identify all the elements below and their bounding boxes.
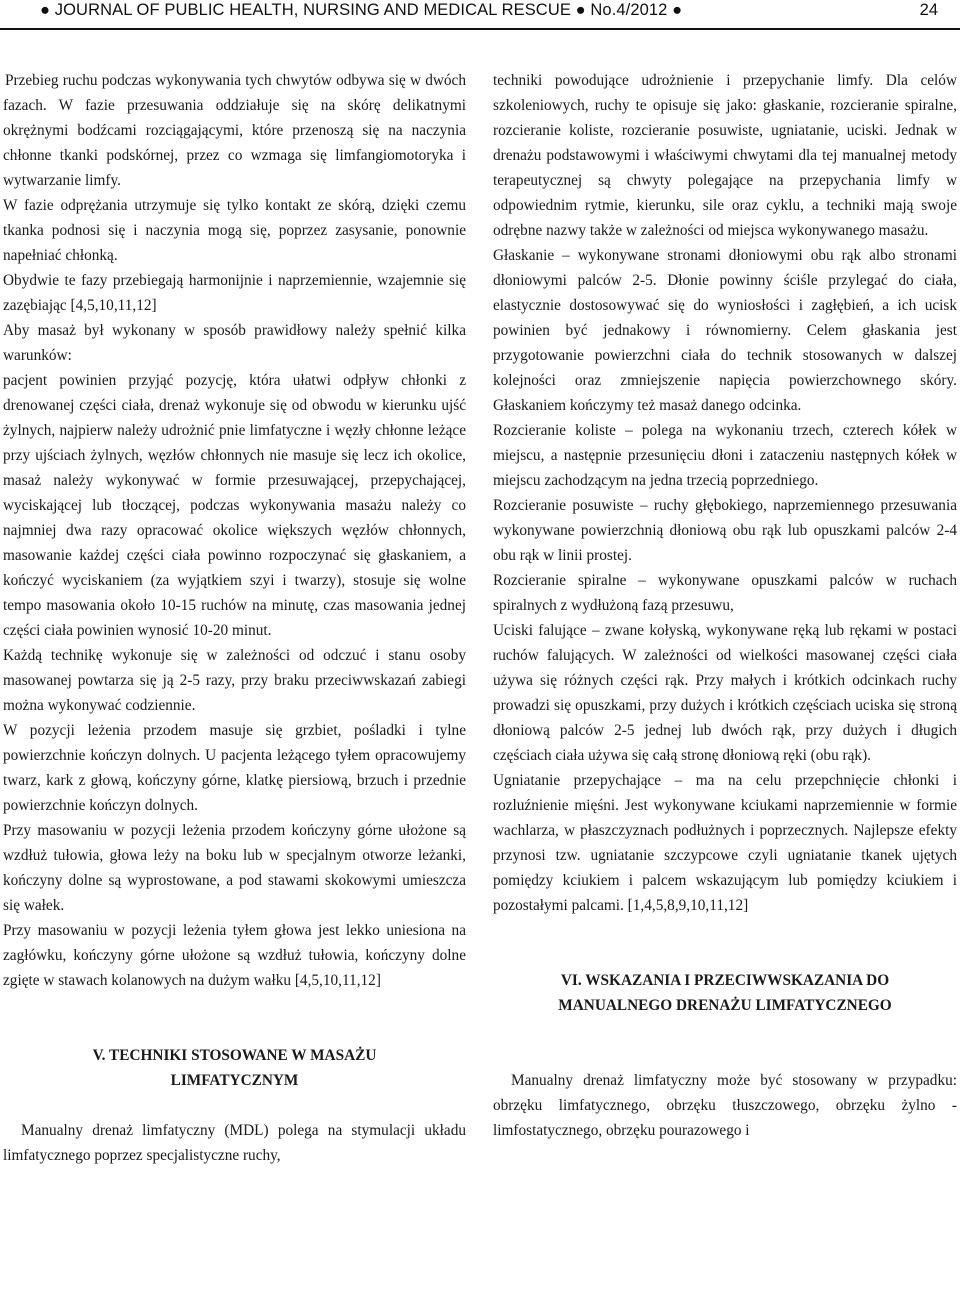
paragraph: Uciski falujące – zwane kołyską, wykonywane ręką lub rękami w postaci ruchów falujących. W zależności od wielkości masowanej części ciała używa się różnych części rąk. Przy małych i krótkich odcinkach ruchy prowadzi się opuszkami, przy dużych i krótkich częściach uciska się stroną dłoniową palców 2-5 jednej lub dwóch rąk, przy dużych i długich częściach ciała używa się całą stronę dłoniową ręki (obu rąk). (493, 622, 957, 764)
section-heading-line: MANUALNEGO DRENAŻU LIMFATYCZNEGO (558, 997, 892, 1014)
paragraph: Manualny drenaż limfatyczny (MDL) polega na stymulacji układu limfatycznego poprzez specjalistyczne ruchy, (3, 1122, 466, 1164)
bullet-icon: ● (575, 1, 586, 19)
paragraph: Głaskanie – wykonywane stronami dłoniowymi obu rąk albo stronami dłoniowymi palców 2-5. Dłonie powinny ściśle przylegać do ciała, elastycznie dostosowywać się do wyniosłości i zagłębień, a ich ucisk powinien być jednakowy i równomierny. Celem głaskania jest przygotowanie powierzchni ciała do technik stosowanych w dalszej kolejności oraz zmniejszenie napięcia powierzchownego skóry. Głaskaniem kończymy też masaż danego odcinka. (493, 247, 957, 414)
section-heading (493, 968, 957, 1018)
header-rule (0, 28, 960, 30)
paragraph: Manualny drenaż limfatyczny może być stosowany w przypadku: obrzęku limfatycznego, obrzęku tłuszczowego, obrzęku żylno - limfostatycznego, obrzęku pourazowego i (493, 1072, 957, 1139)
left-column (3, 68, 466, 1168)
journal-title: JOURNAL OF PUBLIC HEALTH, NURSING AND MEDICAL RESCUE (54, 1, 571, 19)
section-heading-line: VI. WSKAZANIA I PRZECIWWSKAZANIA DO (560, 972, 890, 989)
paragraph: Każdą technikę wykonuje się w zależności od odczuć i stanu osoby masowanej powtarza się ją 2-5 razy, przy braku przeciwwskazań zabiegi można wykonywać codziennie. (3, 647, 466, 714)
spacer (3, 1093, 466, 1118)
bullet-icon: ● (40, 1, 51, 19)
issue-number: No.4/2012 (590, 1, 668, 19)
bullet-icon: ● (672, 1, 683, 19)
right-column (493, 68, 957, 1143)
paragraph: Ugniatanie przepychające – ma na celu przepchnięcie chłonki i rozluźnienie mięśni. Jest wykonywane kciukami naprzemiennie w formie wachlarza, w płaszczyznach podłużnych i poprzecznych. Najlepsze efekty przynosi tzw. ugniatanie szczypcowe czyli ugniatanie tkanek ujętych pomiędzy kciukiem i palcem wskazującym lub pomiędzy kciukiem i pozostałymi palcami. [1,4,5,8,9,10,11,12] (493, 772, 957, 914)
section-heading-line: LIMFATYCZNYM (170, 1072, 299, 1089)
journal-header (40, 1, 682, 20)
paragraph: Aby masaż był wykonany w sposób prawidłowy należy spełnić kilka warunków: (3, 322, 466, 364)
paragraph: Obydwie te fazy przebiegają harmonijnie i naprzemiennie, wzajemnie się zazębiając [4,5,10,11,12] (3, 272, 466, 314)
paragraph: W fazie odprężania utrzymuje się tylko kontakt ze skórą, dzięki czemu tkanka podnosi się i naczynia mogą się, poprzez zasysanie, ponownie napełniać chłonką. (3, 197, 466, 264)
paragraph: Przy masowaniu w pozycji leżenia tyłem głowa jest lekko uniesiona na zagłówku, kończyny górne ułożone są wzdłuż tułowia, kończyny dolne zgięte w stawach kolanowych na dużym wałku [4,5,10,11,12] (3, 922, 466, 989)
paragraph: Przebieg ruchu podczas wykonywania tych chwytów odbywa się w dwóch fazach. W fazie przesuwania oddziałuje się na skórę delikatnymi okrężnymi bodźcami rozciągającymi, które przenoszą się na naczynia chłonne tkanki podskórnej, przez co wzmaga się limfangiomotoryka i wytwarzanie limfy. (3, 72, 466, 189)
section-heading (3, 1043, 466, 1093)
paragraph: Rozcieranie posuwiste – ruchy głębokiego, naprzemiennego przesuwania wykonywane powierzchnią dłoniową obu rąk lub opuszkami palców 2-4 obu rąk w linii prostej. (493, 497, 957, 564)
paragraph: Rozcieranie spiralne – wykonywane opuszkami palców w ruchach spiralnych z wydłużoną fazą przesuwu, (493, 572, 957, 614)
paragraph: W pozycji leżenia przodem masuje się grzbiet, pośladki i tylne powierzchnie kończyn dolnych. U pacjenta leżącego tyłem opracowujemy twarz, kark z głową, kończyny górne, klatkę piersiową, brzuch i przednie powierzchnie kończyn dolnych. (3, 722, 466, 814)
paragraph: Przy masowaniu w pozycji leżenia przodem kończyny górne ułożone są wzdłuż tułowia, głowa leży na boku lub w specjalnym otworze leżanki, kończyny dolne są wyprostowane, a pod stawami skokowymi umieszcza się wałek. (3, 822, 466, 914)
section-heading-line: V. TECHNIKI STOSOWANE W MASAŻU (92, 1047, 377, 1064)
spacer (493, 918, 957, 968)
spacer (3, 993, 466, 1043)
paragraph: techniki powodujące udrożnienie i przepychanie limfy. Dla celów szkoleniowych, ruchy te opisuje się jako: głaskanie, rozcieranie spiralne, rozcieranie koliste, rozcieranie posuwiste, ugniatanie, uciski. Jednak w drenażu podstawowymi i właściwymi chwytami dla tej manualnej metody terapeutycznej są chwyty polegające na przepychania limfy w odpowiednim rytmie, kierunku, sile oraz cyklu, a techniki mają swoje odrębne nazwy także w zależności od miejsca wykonywanego masażu. (493, 72, 957, 239)
page-number: 24 (919, 1, 938, 19)
paragraph: pacjent powinien przyjąć pozycję, która ułatwi odpływ chłonki z drenowanej części ciała, drenaż wykonuje się od obwodu w kierunku ujść żylnych, najpierw należy udrożnić pnie limfatyczne i węzły chłonne leżące przy ujściach żylnych, węzłów chłonnych nie masuje się lecz ich okolice, masaż należy wykonywać w formie przesuwającej, przepychającej, wyciskającej lub tłoczącej, podczas wykonywania masażu należy co najmniej dwa razy opracować okolice większych węzłów chłonnych, masowanie każdej części ciała powinno rozpoczynać się głaskaniem, a kończyć wyciskaniem (za wyjątkiem szyi i twarzy), stosuje się wolne tempo masowania około 10-15 ruchów na minutę, czas masowania jednej części ciała powinien wynosić 10-20 minut. (3, 372, 466, 639)
running-header (0, 0, 960, 30)
spacer (493, 1018, 957, 1068)
paragraph: Rozcieranie koliste – polega na wykonaniu trzech, czterech kółek w miejscu, a następnie przesunięciu dłoni i zataczeniu następnych kółek w miejscu zachodzącym na jedna trzecią poprzedniego. (493, 422, 957, 489)
